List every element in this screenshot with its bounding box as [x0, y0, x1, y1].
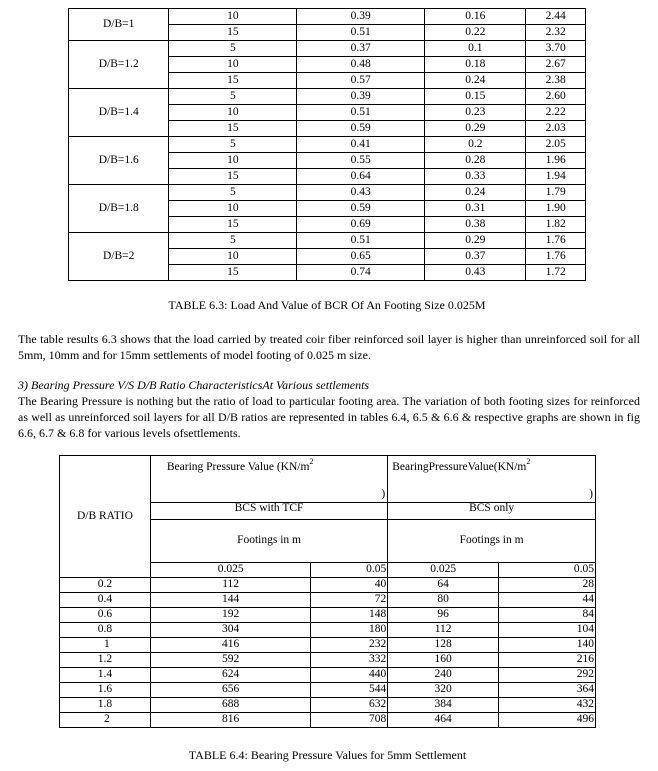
results-paragraph: The table results 6.3 shows that the load carried by treated coir fiber reinforced soil layer is higher than unreinforced soil for all 5mm, 10mm and for 15mm settlements of model footing of 0.025 m size. — [18, 332, 640, 362]
table-row — [60, 578, 596, 593]
table-cell: 592 — [150, 653, 311, 668]
size-header: 0.025 — [388, 563, 499, 578]
table-row — [60, 638, 596, 653]
table-cell: 0.38 — [425, 217, 526, 233]
table-cell: 632 — [311, 698, 388, 713]
table-cell: 1.82 — [526, 217, 586, 233]
table-cell: 96 — [388, 608, 499, 623]
table-cell: 15 — [169, 169, 297, 185]
table-cell: 40 — [311, 578, 388, 593]
db-ratio-cell: 0.2 — [60, 578, 151, 593]
table-cell: 1.96 — [526, 153, 586, 169]
db-ratio-cell: 1 — [60, 638, 151, 653]
table-cell: 10 — [169, 201, 297, 217]
table-cell: 0.39 — [297, 9, 425, 25]
table-6-4-caption: TABLE 6.4: Bearing Pressure Values for 5mm Settlement — [188, 748, 467, 762]
table-cell: 0.31 — [425, 201, 526, 217]
table-row — [69, 185, 586, 201]
table-cell: 84 — [499, 608, 596, 623]
table-row — [60, 608, 596, 623]
table-row — [69, 137, 586, 153]
db-ratio-label: D/B=2 — [69, 233, 169, 281]
table-cell: 432 — [499, 698, 596, 713]
table-row — [69, 89, 586, 105]
table-cell: 0.64 — [297, 169, 425, 185]
db-ratio-cell: 1.8 — [60, 698, 151, 713]
table-cell: 2.38 — [526, 73, 586, 89]
table-cell: 0.51 — [297, 233, 425, 249]
table-cell: 688 — [150, 698, 311, 713]
table-cell: 0.23 — [425, 105, 526, 121]
bcr-table — [68, 8, 586, 281]
table-cell: 180 — [311, 623, 388, 638]
table-cell: 0.43 — [425, 265, 526, 281]
table-cell: 0.37 — [425, 249, 526, 265]
table-cell: 440 — [311, 668, 388, 683]
table-cell: 384 — [388, 698, 499, 713]
db-ratio-label: D/B=1.2 — [69, 41, 169, 89]
table-cell: 15 — [169, 121, 297, 137]
table-cell: 1.94 — [526, 169, 586, 185]
size-header: 0.05 — [499, 563, 596, 578]
db-ratio-label: D/B=1.8 — [69, 185, 169, 233]
table-cell: 0.55 — [297, 153, 425, 169]
table-cell: 320 — [388, 683, 499, 698]
table-cell: 128 — [388, 638, 499, 653]
table-cell: 0.74 — [297, 265, 425, 281]
size-header: 0.05 — [311, 563, 388, 578]
table-cell: 0.22 — [425, 25, 526, 41]
bearing-pressure-table — [59, 455, 596, 728]
table-cell: 10 — [169, 105, 297, 121]
table-cell: 240 — [388, 668, 499, 683]
table-row — [69, 233, 586, 249]
table-cell: 0.29 — [425, 121, 526, 137]
table-cell: 140 — [499, 638, 596, 653]
bp-header-reinforced: Bearing Pressure Value ($KN/m^2$ ) — [150, 456, 387, 503]
table-cell: 80 — [388, 593, 499, 608]
table-cell: 3.70 — [526, 41, 586, 57]
table-cell: 160 — [388, 653, 499, 668]
table-cell: 0.57 — [297, 73, 425, 89]
db-ratio-header: D/B RATIO — [60, 456, 151, 578]
bcs-only-header: BCS only — [388, 503, 596, 520]
table-cell: 0.1 — [425, 41, 526, 57]
table-cell: 28 — [499, 578, 596, 593]
table-cell: 0.48 — [297, 57, 425, 73]
table-cell: 0.39 — [297, 89, 425, 105]
table-cell: 1.79 — [526, 185, 586, 201]
db-ratio-cell: 0.6 — [60, 608, 151, 623]
table-row — [60, 668, 596, 683]
table-row — [60, 653, 596, 668]
footings-header-left: Footings in m — [150, 520, 387, 563]
table-row — [69, 9, 586, 25]
table-cell: 0.37 — [297, 41, 425, 57]
table-cell: 0.24 — [425, 185, 526, 201]
table-cell: 0.2 — [425, 137, 526, 153]
table-cell: 1.76 — [526, 233, 586, 249]
table-cell: 2.60 — [526, 89, 586, 105]
db-ratio-cell: 0.8 — [60, 623, 151, 638]
table-cell: 2.05 — [526, 137, 586, 153]
db-ratio-label: D/B=1.4 — [69, 89, 169, 137]
table-row — [60, 593, 596, 608]
table-row — [60, 623, 596, 638]
table-cell: 44 — [499, 593, 596, 608]
table-cell: 2.22 — [526, 105, 586, 121]
table-cell: 5 — [169, 137, 297, 153]
table-cell: 144 — [150, 593, 311, 608]
size-header: 0.025 — [150, 563, 311, 578]
table-row — [60, 713, 596, 728]
table-cell: 332 — [311, 653, 388, 668]
table-cell: 1.76 — [526, 249, 586, 265]
table-row — [69, 41, 586, 57]
db-ratio-cell: 2 — [60, 713, 151, 728]
table-cell: 5 — [169, 89, 297, 105]
table-cell: 0.65 — [297, 249, 425, 265]
table-cell: 0.41 — [297, 137, 425, 153]
db-ratio-label: D/B=1 — [69, 9, 169, 41]
table-cell: 5 — [169, 233, 297, 249]
table-cell: 1.72 — [526, 265, 586, 281]
table-cell: 708 — [311, 713, 388, 728]
table-cell: 112 — [150, 578, 311, 593]
table-cell: 5 — [169, 41, 297, 57]
table-row — [60, 683, 596, 698]
table-cell: 656 — [150, 683, 311, 698]
table-cell: 0.16 — [425, 9, 526, 25]
db-ratio-cell: 0.4 — [60, 593, 151, 608]
table-cell: 0.15 — [425, 89, 526, 105]
table-cell: 364 — [499, 683, 596, 698]
table-cell: 0.29 — [425, 233, 526, 249]
section-heading: 3) Bearing Pressure V/S D/B Ratio CharacteristicsAt Various settlements — [18, 378, 370, 392]
table-cell: 2.44 — [526, 9, 586, 25]
table-cell: 0.69 — [297, 217, 425, 233]
table-cell: 72 — [311, 593, 388, 608]
table-cell: 10 — [169, 249, 297, 265]
table-cell: 216 — [499, 653, 596, 668]
table-cell: 0.51 — [297, 25, 425, 41]
table-cell: 15 — [169, 265, 297, 281]
table-cell: 2.32 — [526, 25, 586, 41]
table-cell: 0.43 — [297, 185, 425, 201]
table-cell: 2.67 — [526, 57, 586, 73]
db-ratio-cell: 1.4 — [60, 668, 151, 683]
table-cell: 112 — [388, 623, 499, 638]
table-cell: 232 — [311, 638, 388, 653]
table-cell: 496 — [499, 713, 596, 728]
db-ratio-cell: 1.6 — [60, 683, 151, 698]
table-6-3-caption: TABLE 6.3: Load And Value of BCR Of An Footing Size 0.025M — [168, 298, 486, 312]
table-cell: 2.03 — [526, 121, 586, 137]
table-cell: 292 — [499, 668, 596, 683]
bcs-with-tcf-header: BCS with TCF — [150, 503, 387, 520]
table-cell: 10 — [169, 9, 297, 25]
table-cell: 64 — [388, 578, 499, 593]
table-row — [60, 698, 596, 713]
table-cell: 15 — [169, 73, 297, 89]
table-cell: 0.33 — [425, 169, 526, 185]
table-cell: 416 — [150, 638, 311, 653]
footings-header-right: Footings in m — [388, 520, 596, 563]
table-cell: 1.90 — [526, 201, 586, 217]
table-cell: 104 — [499, 623, 596, 638]
table-cell: 0.59 — [297, 201, 425, 217]
table-cell: 5 — [169, 185, 297, 201]
table-cell: 464 — [388, 713, 499, 728]
table-cell: 10 — [169, 153, 297, 169]
db-ratio-label: D/B=1.6 — [69, 137, 169, 185]
table-cell: 816 — [150, 713, 311, 728]
table-cell: 15 — [169, 25, 297, 41]
table-cell: 544 — [311, 683, 388, 698]
table-cell: 0.59 — [297, 121, 425, 137]
table-cell: 0.18 — [425, 57, 526, 73]
table-cell: 15 — [169, 217, 297, 233]
table-cell: 10 — [169, 57, 297, 73]
bp-header-unreinforced: $BearingPressureValue(KN/m^2$ ) — [388, 456, 596, 503]
table-cell: 0.51 — [297, 105, 425, 121]
table-cell: 0.24 — [425, 73, 526, 89]
bearing-pressure-paragraph: The Bearing Pressure is nothing but the ratio of load to particular footing area. The variation of both footing sizes for reinforced as well as unreinforced soil layers for all D/B ratios are represented in tables 6.4, 6.5 & 6.6 & respective graphs are shown in fig 6.6, 6.7 & 6.8 for various levels ofsettlements. — [18, 394, 640, 440]
db-ratio-cell: 1.2 — [60, 653, 151, 668]
table-cell: 624 — [150, 668, 311, 683]
table-cell: 0.28 — [425, 153, 526, 169]
table-cell: 148 — [311, 608, 388, 623]
table-cell: 192 — [150, 608, 311, 623]
table-cell: 304 — [150, 623, 311, 638]
